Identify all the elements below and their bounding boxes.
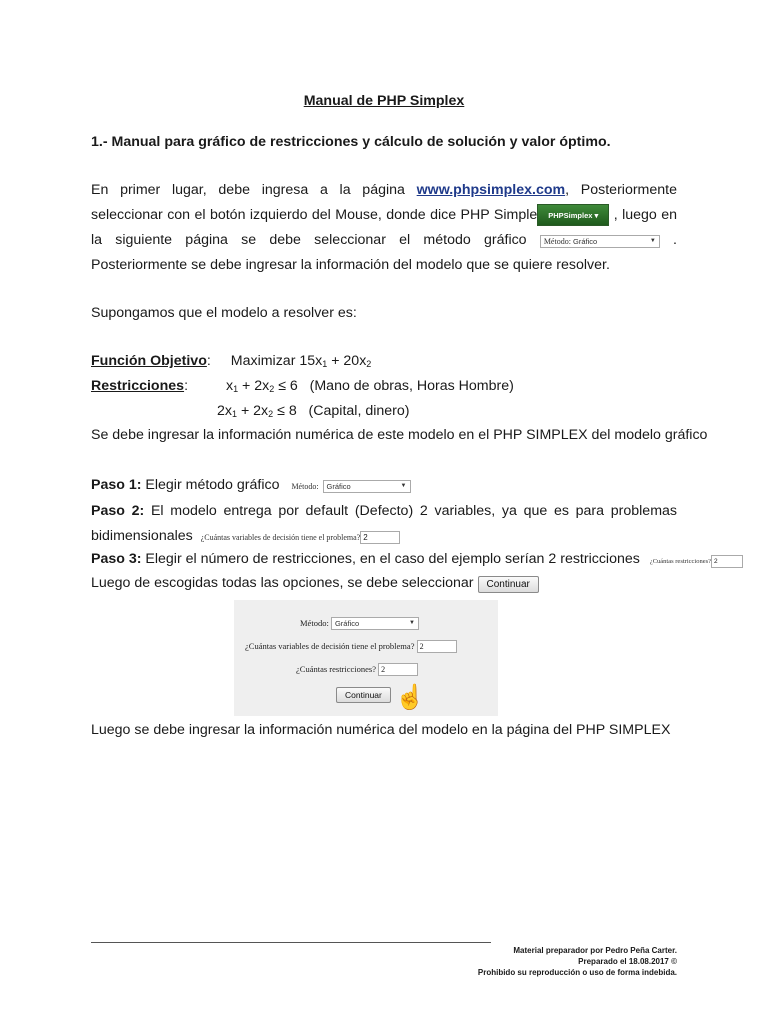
restriction-1: Restricciones: $x_1 + 2x_2 \le 6$ (Mano de obras, Horas Hombre) [91,378,514,394]
intro-text-1: En primer lugar, debe ingresa a la página [91,182,417,198]
panel-variables-row: ¿Cuántas variables de decisión tiene el problema? 2 [245,640,457,653]
step-3: Paso 3: Elegir el número de restricciones, en el caso del ejemplo serían 2 restricciones ¿Cuántas restricciones? 2 [91,551,743,568]
panel-restricciones-row: ¿Cuántas restricciones? 2 [296,663,418,676]
restriction-2: $2x_1 + 2x_2 \le 8$ (Capital, dinero) [217,403,410,419]
panel-metodo-select[interactable]: Gráfico ▼ [331,617,419,630]
objective-function: Función Objetivo: Maximizar $15x_1 + 20x_2$ [91,353,372,369]
intro-text-4: . Posteriormente se debe ingresar la información del modelo que se quiere resolver. [91,232,677,273]
intro-paragraph [91,178,677,278]
phpsimplex-menu-button[interactable]: PHPSimplex ▾ [537,204,609,226]
variables-input-step2[interactable]: 2 [360,531,400,544]
panel-continuar-row [336,687,391,703]
form-screenshot [234,600,498,716]
suppose-text: Supongamos que el modelo a resolver es: [91,305,357,321]
step-1: Paso 1: Elegir método gráfico Método: Gráfico ▼ [91,477,411,493]
metodo-select-step1[interactable]: Gráfico ▼ [323,480,411,493]
phpsimplex-link[interactable]: www.phpsimplex.com [416,182,566,198]
intro-text-2: , Posteriormente seleccionar con el botón izquierdo del Mouse, donde dice PHP Simple [91,182,677,223]
panel-restricciones-input[interactable]: 2 [378,663,418,676]
panel-continuar-button[interactable]: Continuar [336,687,391,703]
footer-line-1: Material preparador por Pedro Peña Carter. [513,946,677,955]
footer-rule [91,942,491,943]
pointing-hand-icon: ☝ [395,684,425,711]
continuar-button-inline[interactable]: Continuar [478,576,539,593]
intro-text-3: , luego en la siguiente página se debe seleccionar el método gráfico [91,207,677,248]
panel-variables-input[interactable]: 2 [417,640,457,653]
metodo-select-inline[interactable]: Método: Gráfico ▼ [540,235,660,248]
footer-line-3: Prohibido su reproducción o uso de forma indebida. [477,968,677,977]
se-debe-text: Se debe ingresar la información numérica de este modelo en el PHP SIMPLEX del modelo gráfico [91,427,708,443]
step-2: Paso 2: El modelo entrega por default (Defecto) 2 variables, ya que es para problemas bidimensionales ¿Cuántas variables de decisión tiene el problema? 2 [91,503,677,544]
chevron-down-icon: ▼ [649,238,656,244]
chevron-down-icon: ▼ [400,483,407,489]
page-title: Manual de PHP Simplex [303,93,465,109]
footer [478,945,677,978]
footer-line-2: Preparado el 18.08.2017 © [578,957,677,966]
restricciones-input-step3[interactable]: 2 [711,555,743,568]
panel-metodo-row: Método: Gráfico ▼ [300,617,419,630]
final-text: Luego se debe ingresar la información numérica del modelo en la página del PHP SIMPLEX [91,722,671,738]
chevron-down-icon: ▼ [408,620,415,626]
luego-seleccionar: Luego de escogidas todas las opciones, se debe seleccionar Continuar [91,575,539,593]
section-heading: 1.- Manual para gráfico de restricciones y cálculo de solución y valor óptimo. [91,134,611,150]
